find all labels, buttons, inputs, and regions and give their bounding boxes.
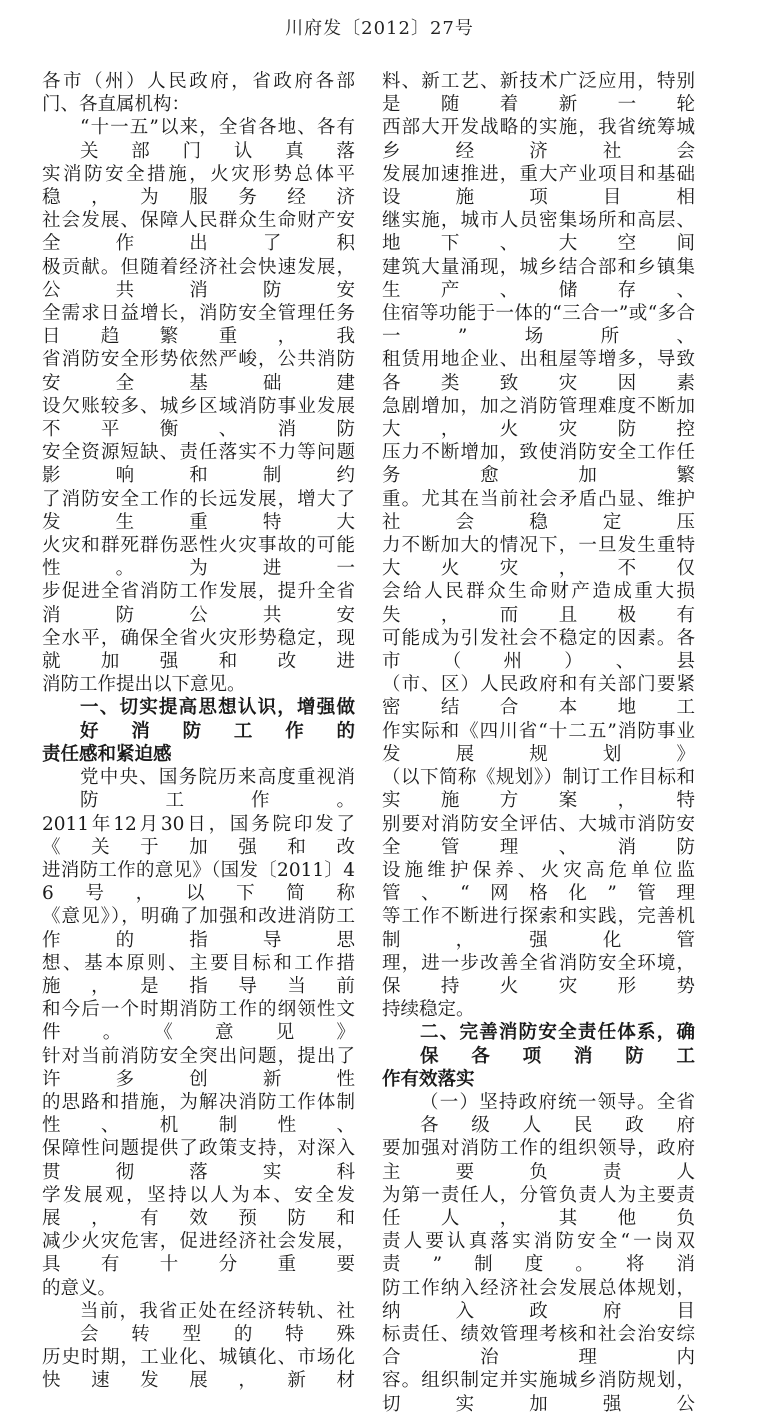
- text-line: 针对当前消防安全突出问题，提出了许多创新性: [42, 1045, 355, 1090]
- text-line: 要加强对消防工作的组织领导，政府主要负责人: [382, 1138, 695, 1183]
- text-line: 料、新工艺、新技术广泛应用，特别是随着新一轮: [382, 71, 695, 116]
- text-line: 步促进全省消防工作发展，提升全省消防公共安: [42, 581, 355, 626]
- section-heading-line: 二、完善消防安全责任体系，确保各项消防工: [420, 1022, 695, 1067]
- text-line: 发展加速推进，重大产业项目和基础设施项目相: [382, 163, 695, 209]
- text-line: 设施维护保养、火灾高危单位监管、“网格化”管理: [382, 859, 695, 905]
- text-line: 住宿等功能于一体的“三合一”或“多合一”场所、: [382, 303, 695, 348]
- text-line: 减少火灾危害，促进经济社会发展，具有十分重要: [42, 1231, 355, 1276]
- right-column: [382, 70, 695, 1416]
- text-line: （一）坚持政府统一领导。全省各级人民政府: [420, 1091, 695, 1137]
- text-line: 设欠账较多、城乡区域消防事业发展不平衡、消防: [42, 395, 355, 441]
- text-line: 历史时期，工业化、城镇化、市场化快速发展，新材: [42, 1347, 355, 1392]
- text-line: 防工作纳入经济社会发展总体规划，纳入政府目: [382, 1277, 695, 1322]
- text-line: 压力不断增加，致使消防安全工作任务愈加繁: [382, 442, 695, 487]
- text-line: 进消防工作的意见》（国发〔2011〕46号，以下简称: [42, 859, 355, 905]
- text-line: 别要对消防安全评估、大城市消防安全管理、消防: [382, 813, 695, 858]
- text-line: 安全资源短缺、责任落实不力等问题影响和制约: [42, 442, 355, 487]
- text-line: 消防工作提出以下意见。: [42, 674, 246, 696]
- text-line: 2011年12月30日，国务院印发了《关于加强和改: [42, 813, 355, 858]
- text-line: “十一五”以来，全省各地、各有关部门认真落: [80, 117, 355, 162]
- text-line: 社会发展、保障人民群众生命财产安全作出了积: [42, 210, 355, 255]
- text-line: 会给人民群众生命财产造成重大损失，而且极有: [382, 581, 695, 626]
- section-heading-line: 一、切实提高思想认识，增强做好消防工作的: [80, 697, 355, 742]
- text-line: 了消防安全工作的长远发展，增大了发生重特大: [42, 488, 355, 533]
- text-line: 等工作不断进行探索和实践，完善机制，强化管: [382, 906, 695, 951]
- text-line: 力不断加大的情况下，一旦发生重特大火灾，不仅: [382, 535, 695, 580]
- text-line: 理，进一步改善全省消防安全环境，保持火灾形势: [382, 952, 695, 997]
- section-heading-line: 责任感和紧迫感: [42, 743, 172, 765]
- text-line: 建筑大量涌现，城乡结合部和乡镇集生产、储存、: [382, 256, 695, 301]
- text-line: 租赁用地企业、出租屋等增多，导致各类致灾因素: [382, 349, 695, 394]
- text-line: 和今后一个时期消防工作的纲领性文件。《意见》: [42, 999, 355, 1044]
- text-line: 省消防安全形势依然严峻，公共消防安全基础建: [42, 349, 355, 394]
- text-line: 责人要认真落实消防安全“一岗双责”制度。将消: [382, 1231, 695, 1276]
- text-line: （以下简称《规划》）制订工作目标和实施方案，特: [382, 767, 695, 812]
- text-line: 火灾和群死群伤恶性火灾事故的可能性。为进一: [42, 535, 355, 580]
- text-line: 持续稳定。: [382, 999, 475, 1021]
- text-line: 急剧增加，加之消防管理难度不断加大，火灾防控: [382, 395, 695, 441]
- text-line: 可能成为引发社会不稳定的因素。各市（州）、县: [382, 627, 695, 673]
- text-line: 保障性问题提供了政策支持，对深入贯彻落实科: [42, 1138, 355, 1183]
- text-line: 党中央、国务院历来高度重视消防工作。: [80, 767, 355, 812]
- text-line: 为第一责任人，分管负责人为主要责任人，其他负: [382, 1184, 695, 1229]
- text-line: 全需求日益增长，消防安全管理任务日趋繁重，我: [42, 303, 355, 348]
- text-line: （市、区）人民政府和有关部门要紧密结合本地工: [382, 674, 695, 719]
- text-line: 极贡献。但随着经济社会快速发展，公共消防安: [42, 256, 355, 301]
- text-line: 的意义。: [42, 1277, 117, 1299]
- text-line: 标责任、绩效管理考核和社会治安综合治理内: [382, 1323, 695, 1369]
- left-column: [42, 70, 355, 1393]
- text-line: 学发展观，坚持以人为本、安全发展，有效预防和: [42, 1184, 355, 1229]
- section-heading-line: 作有效落实: [382, 1068, 475, 1090]
- text-line: 各市（州）人民政府，省政府各部门、各直属机构：: [42, 71, 355, 116]
- text-line: 全水平，确保全省火灾形势稳定，现就加强和改进: [42, 627, 355, 673]
- text-line: 实消防安全措施，火灾形势总体平稳，为服务经济: [42, 163, 355, 209]
- text-line: 继实施，城市人员密集场所和高层、地下、大空间: [382, 210, 695, 255]
- text-line: 想、基本原则、主要目标和工作措施，是指导当前: [42, 952, 355, 997]
- text-line: 西部大开发战略的实施，我省统筹城乡经济社会: [382, 117, 695, 162]
- text-line: 的思路和措施，为解决消防工作体制性、机制性、: [42, 1091, 355, 1137]
- text-line: 当前，我省正处在经济转轨、社会转型的特殊: [80, 1300, 355, 1345]
- document-number: 川府发〔2012〕27号: [285, 18, 474, 39]
- text-line: 作实际和《四川省“十二五”消防事业发展规划》: [382, 720, 695, 765]
- text-line: 《意见》），明确了加强和改进消防工作的指导思: [42, 906, 355, 951]
- text-line: 重。尤其在当前社会矛盾凸显、维护社会稳定压: [382, 488, 695, 533]
- text-line: 容。组织制定并实施城乡消防规划，切实加强公: [382, 1370, 695, 1415]
